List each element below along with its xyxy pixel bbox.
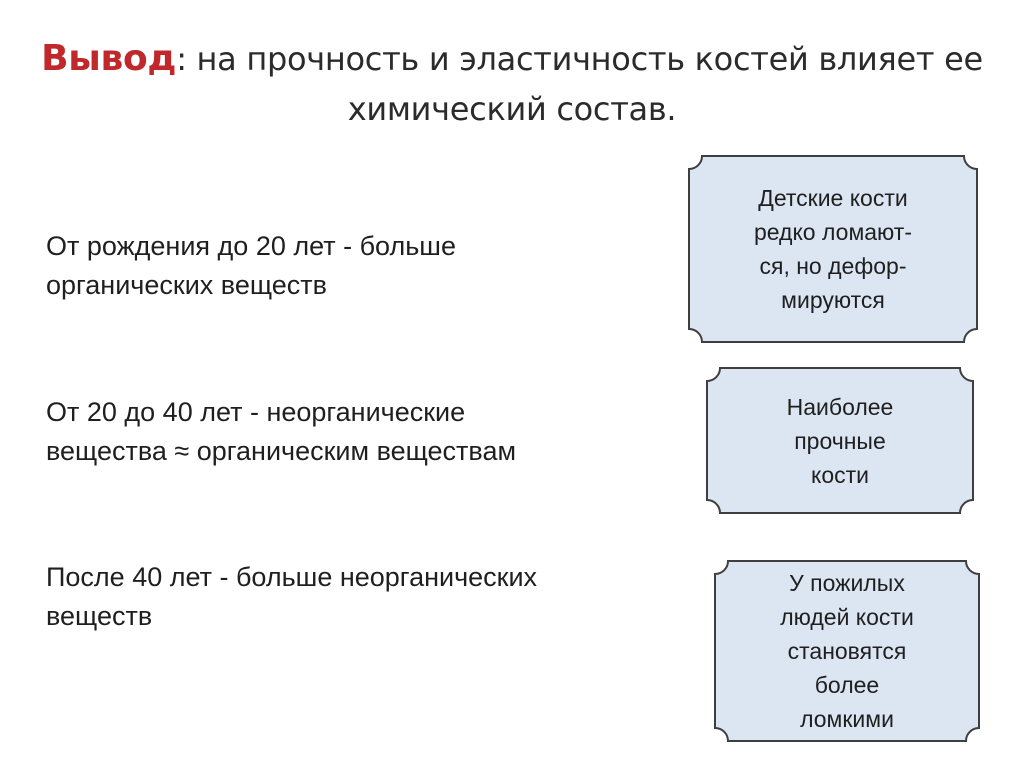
title-line-1-rest: : на прочность и эластичность костей влияет ее [176, 40, 983, 78]
slide-title [0, 34, 1024, 134]
callout-children-bones [688, 155, 978, 343]
statement-age-40-plus [46, 558, 537, 636]
callout-text: У пожилых людей кости становятся более ломкими [780, 570, 914, 732]
statement-line: От 20 до 40 лет - неорганические [46, 397, 466, 427]
statement-age-20-40 [46, 393, 516, 471]
statement-age-0-20 [46, 227, 456, 305]
statement-line: органических веществ [46, 270, 327, 300]
statement-line: вещества ≈ органическим веществам [46, 436, 517, 466]
statement-line: веществ [46, 601, 153, 631]
callout-strongest-bones [706, 367, 974, 514]
callout-text: Наиболее прочные кости [786, 393, 894, 488]
title-line-1 [0, 34, 1024, 84]
title-line-2: химический состав. [347, 90, 677, 128]
callout-text: Детские кости редко ломают- ся, но дефор- мируются [753, 185, 912, 313]
statement-line: От рождения до 20 лет - больше [46, 231, 456, 261]
callout-elderly-bones [714, 560, 980, 742]
title-lead: Вывод [41, 38, 177, 79]
statement-line: После 40 лет - больше неорганических [46, 562, 538, 592]
